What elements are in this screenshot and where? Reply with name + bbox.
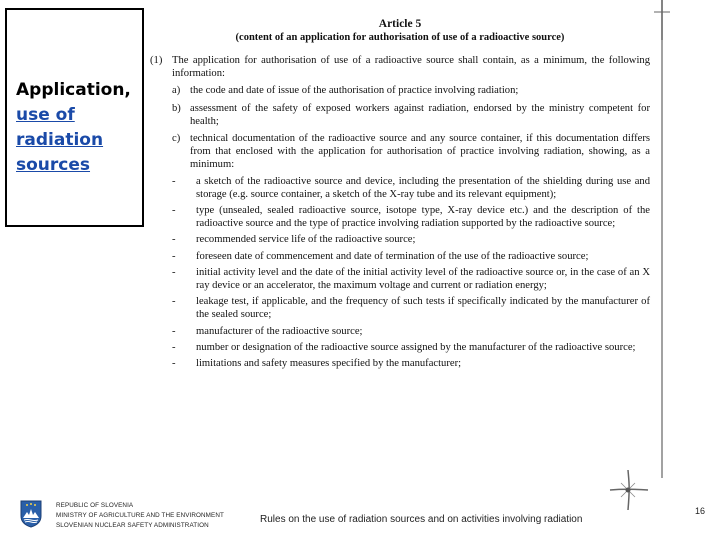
item-text: the code and date of issue of the authorisation of practice involving radiation;: [190, 85, 519, 97]
slide-title-link-3[interactable]: sources: [16, 155, 91, 175]
org-line: REPUBLIC OF SLOVENIA: [56, 502, 134, 509]
list-item: [172, 132, 650, 172]
sub-item-text: limitations and safety measures specified by the manufacturer;: [196, 358, 462, 370]
decorative-vertical-line: [661, 0, 663, 478]
sub-item-text: type (unsealed, sealed radioactive source, isotope type, X-ray device etc.) and the description of the radioactive source and the type of practice involving radiation supported by the radioactive source;: [196, 205, 650, 230]
sub-item-dash: -: [172, 175, 176, 187]
sub-item: [172, 233, 650, 246]
sub-item-dash: -: [172, 325, 176, 337]
organization-name: [56, 501, 224, 531]
item-label: c): [172, 133, 181, 145]
sub-item: [172, 357, 650, 370]
slide-title-link-1[interactable]: use of: [16, 105, 75, 125]
sub-item-text: number or designation of the radioactive source assigned by the manufacturer of the radioactive source;: [196, 341, 636, 353]
article-items: [172, 84, 650, 370]
slide-title-box: [5, 8, 144, 227]
sub-item-text: foreseen date of commencement and date of termination of the use of the radioactive source;: [196, 250, 589, 262]
paragraph-number: (1): [150, 55, 163, 66]
sub-item-text: recommended service life of the radioactive source;: [196, 234, 416, 246]
list-item: [172, 102, 650, 128]
sub-item-dash: -: [172, 296, 176, 308]
slovenia-crest-icon: [20, 500, 42, 528]
article-document: [150, 17, 650, 370]
item-text: assessment of the safety of exposed workers against radiation, endorsed by the ministry competent for health;: [190, 102, 650, 127]
paragraph-text: The application for authorisation of use of a radioactive source shall contain, as a minimum, the following information:: [172, 55, 650, 80]
sub-item: [172, 175, 650, 201]
footer-caption: Rules on the use of radiation sources and on activities involving radiation: [260, 514, 583, 525]
sparkle-icon-small: [652, 0, 672, 40]
item-label: b): [172, 102, 181, 114]
sub-item: [172, 295, 650, 321]
sub-item-dash: -: [172, 358, 176, 370]
list-item: [172, 84, 650, 97]
sub-item-text: a sketch of the radioactive source and device, including the presentation of the shielding during use and storage (e.g. source container, a sketch of the X-ray tube and its relevant equipment);: [196, 175, 650, 200]
slide-title-link-2[interactable]: radiation: [16, 130, 104, 150]
sub-item-dash: -: [172, 250, 176, 262]
sub-item-text: manufacturer of the radioactive source;: [196, 325, 363, 337]
org-line: MINISTRY OF AGRICULTURE AND THE ENVIRONMENT: [56, 512, 224, 519]
sub-item: [172, 341, 650, 354]
item-label: a): [172, 85, 181, 97]
sub-item-text: initial activity level and the date of the initial activity level of the radioactive source or, in the case of an X ray device or an accelerator, the maximum voltage and current or radiation energy;: [196, 266, 650, 292]
sub-item: [172, 266, 650, 292]
page-number: 16: [695, 506, 706, 516]
sub-item-dash: -: [172, 205, 176, 217]
sub-item: [172, 250, 650, 263]
sub-item-dash: -: [172, 341, 176, 353]
slide-title: [16, 78, 131, 178]
org-line: SLOVENIAN NUCLEAR SAFETY ADMINISTRATION: [56, 522, 209, 529]
sub-item: [172, 204, 650, 230]
slide-footer: [0, 490, 720, 540]
item-text: technical documentation of the radioactive source and any source container, if this documentation differs from that enclosed with the application for authorisation of practice involving radiation, showing, as a minimum:: [190, 133, 650, 171]
slide-title-text: Application,: [16, 80, 131, 100]
sub-item-text: leakage test, if applicable, and the frequency of such tests if specifically indicated by the manufacturer of the sealed source;: [196, 296, 650, 321]
article-heading: Article 5: [378, 18, 422, 30]
article-subheading: (content of an application for authorisation of use of a radioactive source): [235, 32, 565, 43]
sub-item-dash: -: [172, 234, 176, 246]
sub-item-dash: -: [172, 266, 176, 278]
sub-item: [172, 325, 650, 338]
article-paragraph: [150, 54, 650, 80]
